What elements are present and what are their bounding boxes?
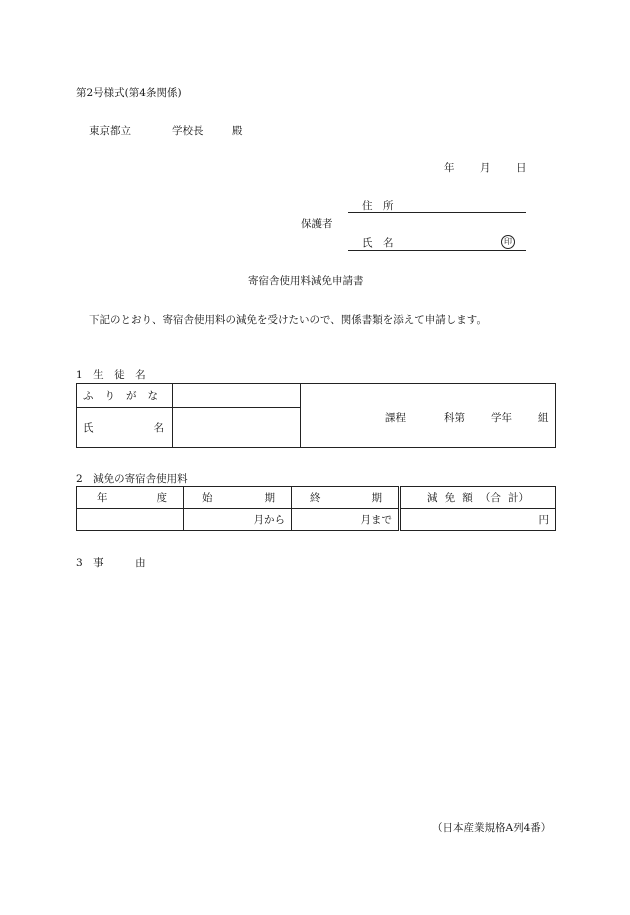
- furigana-label-cell: [77, 384, 173, 408]
- guardian-name-label: 氏 名: [362, 237, 394, 249]
- end-month-field[interactable]: [292, 509, 400, 531]
- header-amount-char: 計）: [508, 492, 529, 504]
- header-amount-char: 免: [444, 492, 456, 504]
- name-label-char: 氏: [83, 422, 94, 434]
- header-amount-char: 額: [462, 492, 473, 504]
- addressee-school-prefix: 東京都立: [89, 125, 131, 137]
- section2-heading: 2 減免の寄宿舎使用料: [76, 473, 188, 485]
- yen-label: 円: [538, 514, 549, 526]
- header-start: [184, 487, 292, 509]
- section1-heading: 1 生 徒 名: [76, 369, 146, 381]
- student-table: [76, 383, 556, 448]
- section3-heading: 3 事 由: [76, 557, 146, 569]
- student-furigana-row: [77, 384, 556, 408]
- header-end-char: 期: [371, 492, 382, 504]
- fee-header-row: [77, 487, 556, 509]
- header-start-char: 始: [202, 492, 213, 504]
- header-end: [292, 487, 400, 509]
- amount-field[interactable]: [400, 509, 556, 531]
- date-day: 日: [516, 162, 527, 174]
- fee-table: [76, 486, 556, 531]
- year-field[interactable]: [77, 509, 184, 531]
- student-name-field[interactable]: [173, 408, 301, 448]
- guardian-address-label: 住 所: [362, 200, 394, 212]
- header-year: [77, 487, 184, 509]
- from-label: 月から: [253, 514, 285, 526]
- furigana-char: り: [104, 390, 115, 402]
- header-amount: [400, 487, 556, 509]
- document-title: 寄宿舎使用料減免申請書: [248, 275, 364, 287]
- furigana-char: な: [147, 390, 158, 402]
- header-year-char: 年: [97, 492, 108, 504]
- addressee-principal: 学校長: [172, 125, 204, 137]
- department-label: 科第: [444, 412, 465, 424]
- start-month-field[interactable]: [184, 509, 292, 531]
- furigana-field[interactable]: [173, 384, 301, 408]
- date-year: 年: [444, 162, 455, 174]
- address-underline: [348, 212, 526, 213]
- fee-value-row: [77, 509, 556, 531]
- guardian-label: 保護者: [301, 218, 333, 230]
- furigana-char: が: [126, 390, 137, 402]
- header-amount-char: 減: [427, 492, 438, 504]
- furigana-char: ふ: [83, 390, 94, 402]
- form-number: 第2号様式(第4条関係): [76, 87, 182, 99]
- date-month: 月: [480, 162, 491, 174]
- grade-label: 学年: [491, 412, 512, 424]
- header-amount-char: （合: [479, 492, 501, 504]
- until-label: 月まで: [360, 514, 392, 526]
- course-label: 課程: [385, 412, 406, 424]
- intro-text: 下記のとおり、寄宿舎使用料の減免を受けたいので、関係書類を添えて申請します。: [89, 314, 487, 326]
- name-label-cell: [77, 408, 173, 448]
- header-end-char: 終: [310, 492, 321, 504]
- seal-mark: 印: [501, 235, 515, 249]
- class-label: 組: [538, 412, 549, 424]
- addressee-honorific: 殿: [232, 125, 243, 137]
- name-underline: [348, 250, 526, 251]
- name-label-char: 名: [153, 422, 164, 434]
- reason-area[interactable]: [76, 575, 556, 805]
- course-grade-cell[interactable]: [301, 384, 556, 448]
- paper-size-note: （日本産業規格A列4番）: [432, 822, 552, 834]
- header-year-char: 度: [156, 492, 167, 504]
- header-start-char: 期: [264, 492, 275, 504]
